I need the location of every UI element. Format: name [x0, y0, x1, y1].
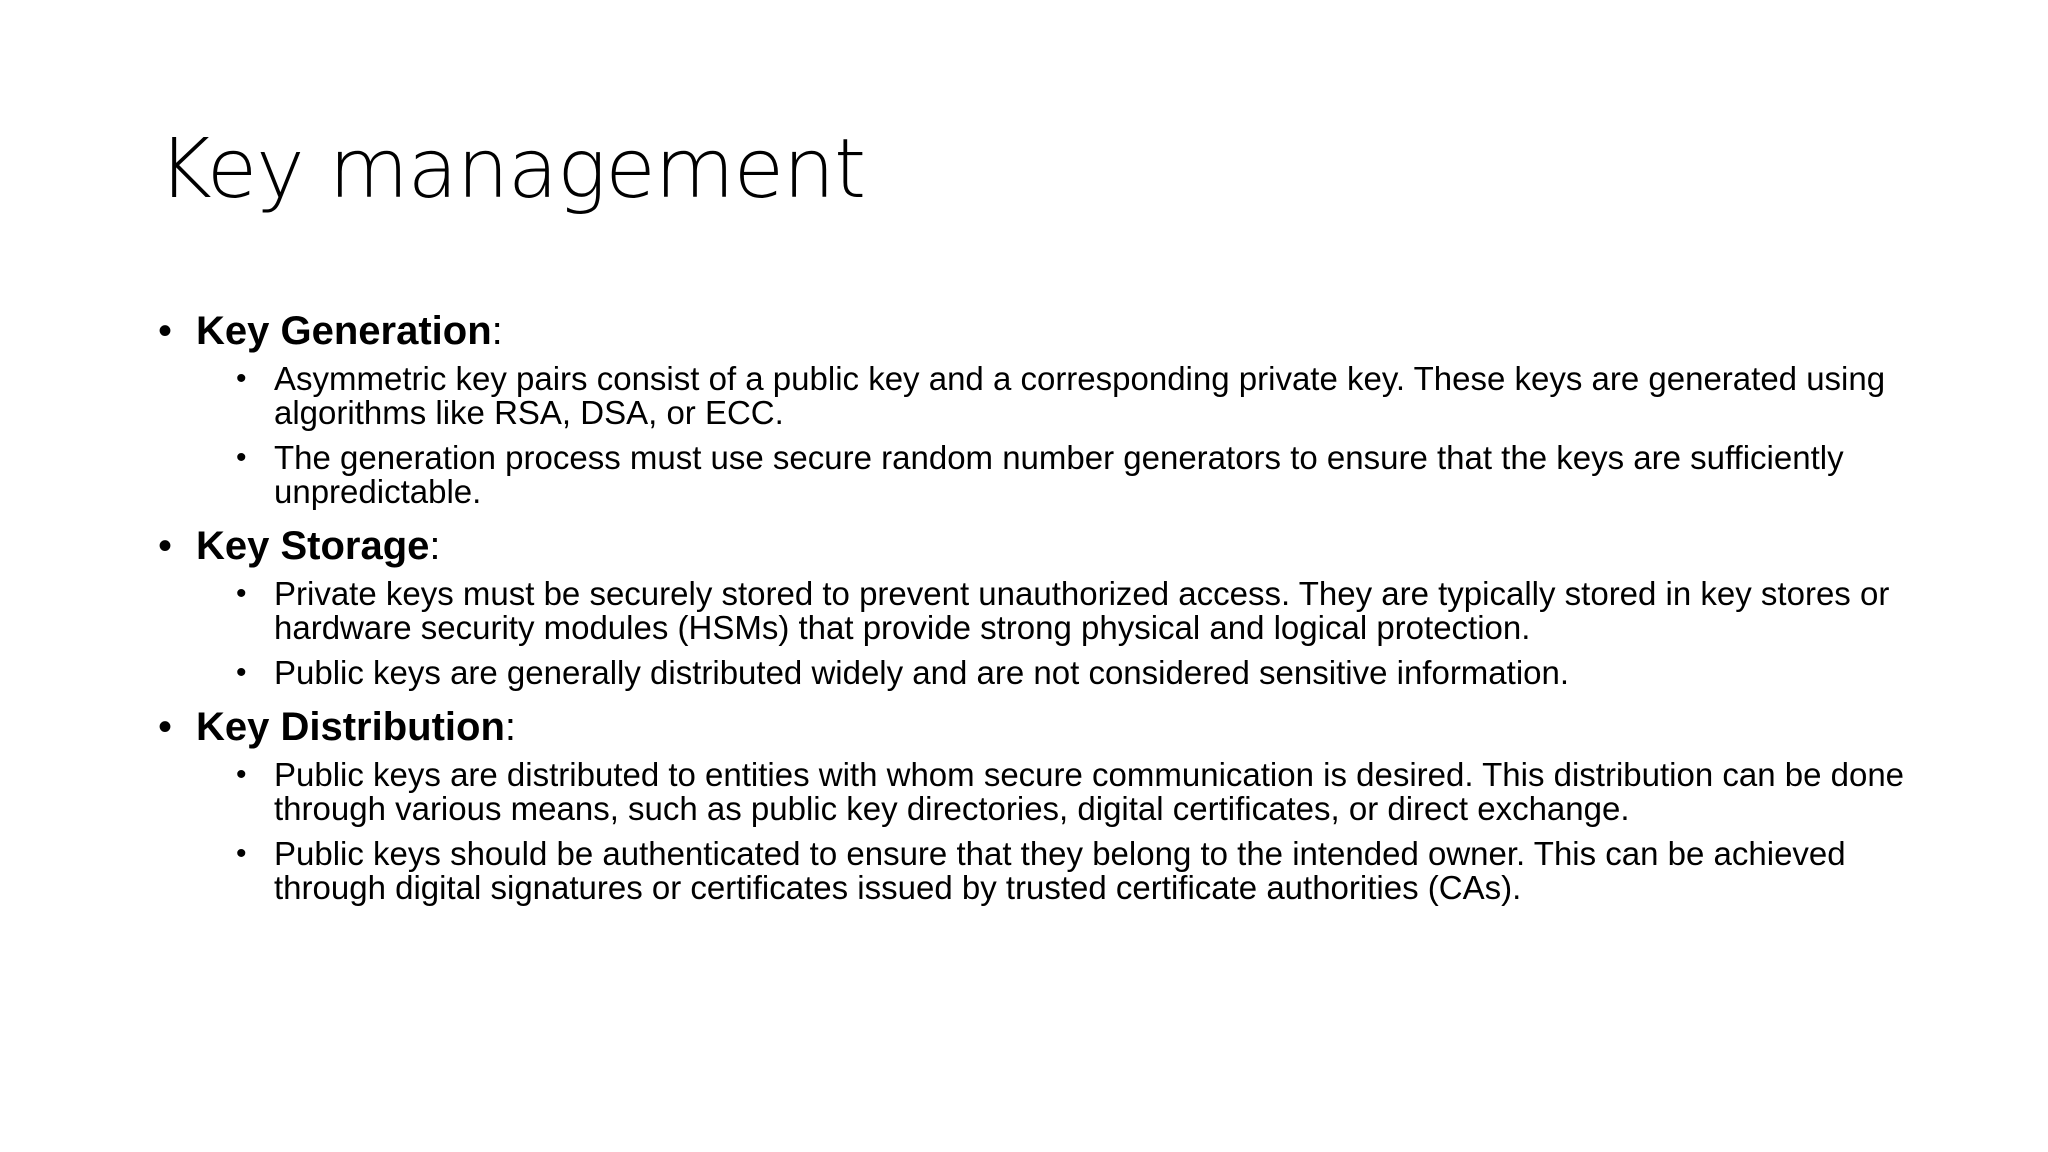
bullet-dot-icon: • — [236, 441, 247, 474]
bullet-dot-icon: • — [236, 577, 247, 610]
section-key-distribution — [158, 702, 1908, 905]
bullet-dot-icon: • — [236, 758, 247, 791]
bullet-text: Asymmetric key pairs consist of a public key and a corresponding private key. These keys are generated using algorithms like RSA, DSA, or ECC. — [274, 360, 1886, 431]
section-key-generation — [158, 306, 1908, 509]
heading-colon: : — [504, 705, 517, 749]
section-heading: Key Storage — [196, 524, 430, 568]
heading-colon: : — [429, 524, 441, 568]
sub-bullets — [158, 758, 1908, 905]
bullet-dot-icon: • — [158, 524, 173, 568]
bullet-level2 — [236, 360, 1934, 431]
sub-bullets — [158, 577, 1908, 690]
heading-colon: : — [491, 309, 503, 353]
bullet-dot-icon: • — [236, 362, 247, 395]
bullet-level1 — [158, 521, 1908, 571]
bullet-level2 — [236, 575, 1934, 646]
bullet-text: Public keys should be authenticated to ensure that they belong to the intended owner. This can be achieved through digital signatures or certificates issued by trusted certificate authorities (CAs). — [274, 835, 1846, 906]
section-key-storage — [158, 521, 1908, 690]
section-heading: Key Distribution — [196, 705, 505, 749]
bullet-dot-icon: • — [236, 837, 247, 870]
bullet-text: Private keys must be securely stored to prevent unauthorized access. They are typically stored in key stores or hardware security modules (HSMs) that provide strong physical and logical protection. — [274, 575, 1890, 646]
bullet-text: Public keys are generally distributed widely and are not considered sensitive information. — [274, 654, 1570, 691]
bullet-dot-icon: • — [236, 656, 247, 689]
bullet-dot-icon: • — [158, 309, 173, 353]
bullet-level2 — [236, 439, 1934, 510]
bullet-text: The generation process must use secure random number generators to ensure that the keys are sufficiently unpredictable. — [274, 439, 1844, 510]
bullet-level1 — [158, 306, 1908, 356]
bullet-text: Public keys are distributed to entities with whom secure communication is desired. This distribution can be done through various means, such as public key directories, digital certificates, or direct exchange. — [274, 756, 1905, 827]
slide-title: Key management — [158, 122, 866, 217]
bullet-dot-icon: • — [158, 705, 173, 749]
sub-bullets — [158, 362, 1908, 509]
bullet-level2 — [236, 756, 1934, 827]
bullet-level2 — [236, 835, 1934, 906]
bullet-level1 — [158, 702, 1908, 752]
slide-content — [158, 306, 1908, 905]
section-heading: Key Generation — [196, 309, 492, 353]
bullet-level2 — [236, 654, 1934, 691]
